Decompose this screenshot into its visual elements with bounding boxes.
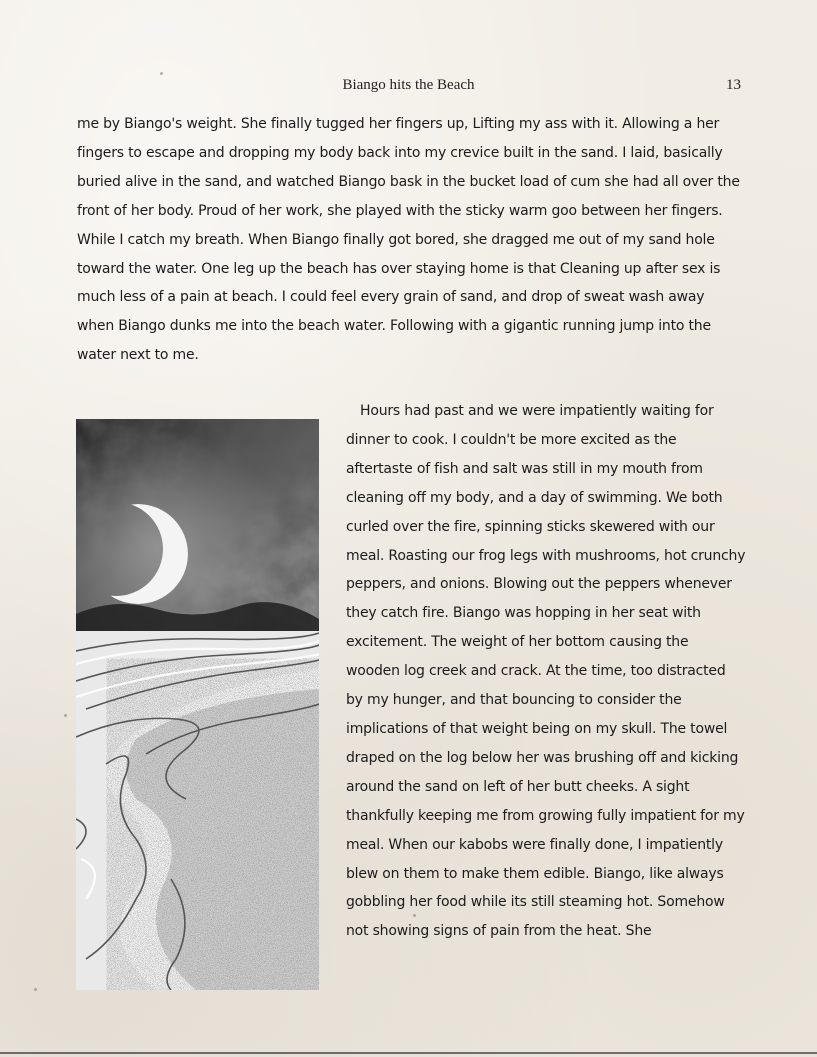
paper-speck [34,988,37,991]
body-paragraph-right [346,397,746,946]
page-number: 13 [726,77,741,93]
book-title: Biango hits the Beach [342,77,475,93]
paper-speck [160,72,163,75]
running-header [0,75,817,97]
paper-speck [413,914,416,917]
beach-shoreline [76,631,319,990]
crescent-moon [88,504,188,604]
body-paragraph-right-text: Hours had past and we were impatiently waiting for dinner to cook. I couldn't be more excited as the aftertaste of fish and salt was still in my mouth from cleaning off my body, and a day of swimming. We both curled over the fire, spinning sticks skewered with our meal. Roasting our frog legs with mushrooms, hot crunchy peppers, and onions. Blowing out the peppers whenever they catch fire. Biango was hopping in her seat with excitement. The weight of her bottom causing the wooden log creek and crack. At the time, too distracted by my hunger, and that bouncing to consider the implications of that weight being on my skull. The towel draped on the log below her was brushing off and kicking around the sand on left of her butt cheeks. A sight thankfully keeping me from growing fully impatient for my meal. When our kabobs were finally done, I impatiently blew on them to make them edible. Biango, like always gobbling her food while its still steaming hot. Somehow not showing signs of pain from the heat. She [346,403,746,940]
page-bottom-edge [0,1052,817,1054]
moon-beach-illustration [76,419,319,990]
body-paragraph-top: me by Biango's weight. She finally tugged her fingers up, Lifting my ass with it. Allowing a her fingers to escape and dropping my body back into my crevice built in the sand. I laid, basically buried alive in the sand, and watched Biango bask in the bucket load of cum she had all over the front of her body. Proud of her work, she played with the sticky warm goo between her fingers. While I catch my breath. When Biango finally got bored, she dragged me out of my sand hole toward the water. One leg up the beach has over staying home is that Cleaning up after sex is much less of a pain at beach. I could feel every grain of sand, and drop of sweat wash away when Biango dunks me into the beach water. Following with a gigantic running jump into the water next to me. [77,116,740,364]
paper-speck [64,714,67,717]
